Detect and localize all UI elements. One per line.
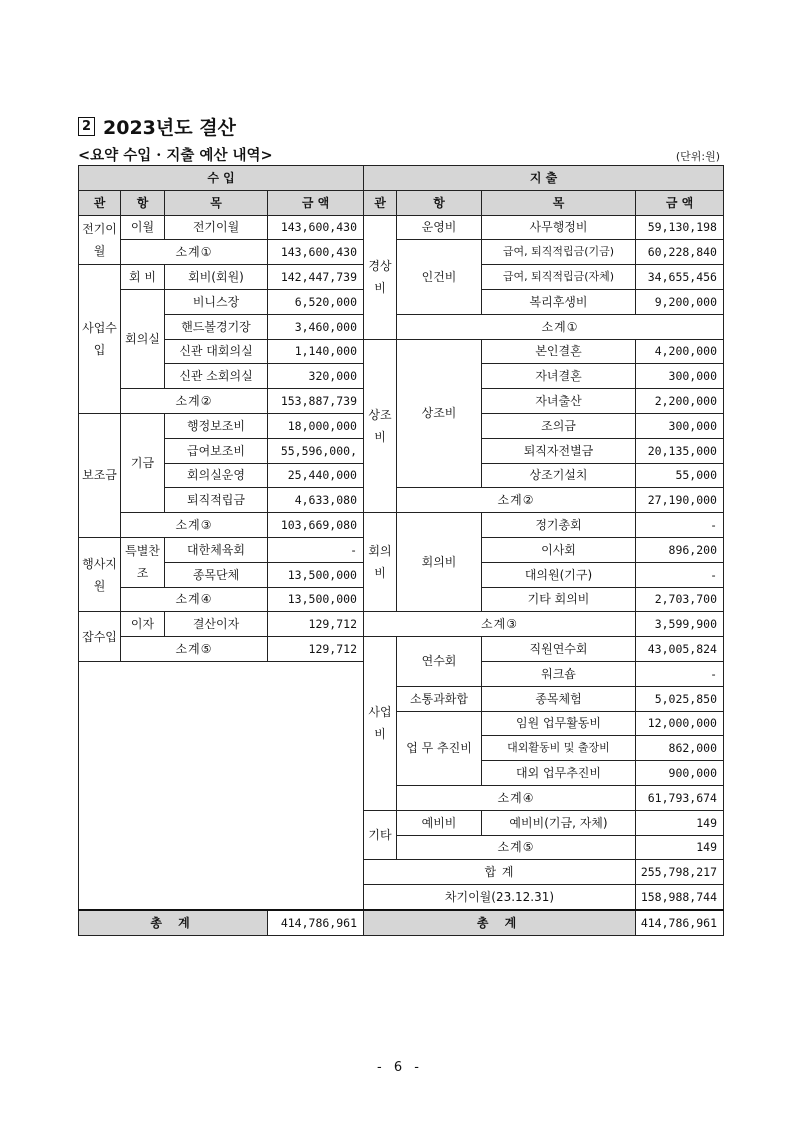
- income-mok: 급여보조비: [165, 438, 268, 463]
- section-number: 2: [78, 117, 95, 136]
- page-number: - 6 -: [377, 1060, 423, 1075]
- expense-mok: 종목체험: [482, 686, 636, 711]
- income-mok: 회의실운영: [165, 463, 268, 488]
- expense-gwan-meeting: 회의비: [364, 513, 397, 612]
- expense-mok: 본인결혼: [482, 339, 636, 364]
- expense-amount: -: [636, 661, 724, 686]
- income-amount: 4,633,080: [268, 488, 364, 513]
- expense-amount: 43,005,824: [636, 637, 724, 662]
- expense-subtotal-label: 소계③: [364, 612, 636, 637]
- section-heading: [78, 113, 236, 139]
- income-amount: 129,712: [268, 612, 364, 637]
- income-amount: 13,500,000: [268, 562, 364, 587]
- expense-mok: 퇴직자전별금: [482, 438, 636, 463]
- income-subtotal-label: 소계③: [121, 513, 268, 538]
- expense-amount: 34,655,456: [636, 265, 724, 290]
- expense-amount: 862,000: [636, 736, 724, 761]
- expense-mok: 자녀결혼: [482, 364, 636, 389]
- income-hang: 회의실: [121, 289, 165, 388]
- expense-gwan-ordinary: 경상비: [364, 215, 397, 339]
- income-mok: 대한체육회: [165, 537, 268, 562]
- income-amount: 3,460,000: [268, 314, 364, 339]
- expense-subtotal: 149: [636, 835, 724, 860]
- income-amount: 320,000: [268, 364, 364, 389]
- expense-subtotal: 3,599,900: [636, 612, 724, 637]
- expense-col-mok: 목: [482, 190, 636, 215]
- income-gwan-subsidy: 보조금: [79, 413, 121, 537]
- expense-amount: 20,135,000: [636, 438, 724, 463]
- expense-mok: 조의금: [482, 413, 636, 438]
- income-subtotal: 129,712: [268, 637, 364, 662]
- income-amount: 18,000,000: [268, 413, 364, 438]
- income-hang: 이월: [121, 215, 165, 240]
- expense-amount: 4,200,000: [636, 339, 724, 364]
- expense-amount: 2,703,700: [636, 587, 724, 612]
- expense-gwan-other: 기타: [364, 810, 397, 860]
- expense-amount: 5,025,850: [636, 686, 724, 711]
- expense-col-hang: 항: [397, 190, 482, 215]
- income-hang: 이자: [121, 612, 165, 637]
- expense-mok: 임원 업무활동비: [482, 711, 636, 736]
- expense-mok: 대외 업무추진비: [482, 761, 636, 786]
- expense-hang: 소통과화합: [397, 686, 482, 711]
- income-amount: 143,600,430: [268, 215, 364, 240]
- income-col-mok: 목: [165, 190, 268, 215]
- income-hang: 기금: [121, 413, 165, 512]
- income-subtotal-label: 소계⑤: [121, 637, 268, 662]
- income-subtotal: 13,500,000: [268, 587, 364, 612]
- expense-col-amount: 금 액: [636, 190, 724, 215]
- expense-mok: 직원연수회: [482, 637, 636, 662]
- income-mok: 결산이자: [165, 612, 268, 637]
- expense-mok: 급여, 퇴직적립금(기금): [482, 240, 636, 265]
- expense-carryover: 158,988,744: [636, 885, 724, 910]
- income-hang: 회 비: [121, 265, 165, 290]
- expense-amount: -: [636, 513, 724, 538]
- expense-subtotal-label: 소계④: [397, 785, 636, 810]
- expense-subtotal-label: 소계①: [397, 314, 724, 339]
- income-subtotal: 153,887,739: [268, 389, 364, 414]
- income-amount: 1,140,000: [268, 339, 364, 364]
- expense-amount: 300,000: [636, 364, 724, 389]
- income-subtotal-label: 소계②: [121, 389, 268, 414]
- income-col-hang: 항: [121, 190, 165, 215]
- income-mok: 종목단체: [165, 562, 268, 587]
- expense-mok: 상조기설치: [482, 463, 636, 488]
- expense-gwan-mutual: 상조비: [364, 339, 397, 513]
- expense-mok: 급여, 퇴직적립금(자체): [482, 265, 636, 290]
- expense-amount: 55,000: [636, 463, 724, 488]
- expense-subtotal: 61,793,674: [636, 785, 724, 810]
- expense-col-gwan: 관: [364, 190, 397, 215]
- expense-mok: 자녀출산: [482, 389, 636, 414]
- expense-mok: 대외활동비 및 출장비: [482, 736, 636, 761]
- income-gwan-carryover: 전기이월: [79, 215, 121, 265]
- expense-amount: 60,228,840: [636, 240, 724, 265]
- income-mok: 신관 대회의실: [165, 339, 268, 364]
- budget-table: [78, 165, 724, 936]
- expense-mok: 정기총회: [482, 513, 636, 538]
- expense-hang: 업 무 추진비: [397, 711, 482, 785]
- income-subtotal-label: 소계④: [121, 587, 268, 612]
- expense-total-label: 총 계: [364, 910, 636, 936]
- income-subtotal: 143,600,430: [268, 240, 364, 265]
- expense-subtotal: 27,190,000: [636, 488, 724, 513]
- expense-title: 지 출: [364, 166, 724, 191]
- expense-amount: 300,000: [636, 413, 724, 438]
- expense-carryover-label: 차기이월(23.12.31): [364, 885, 636, 910]
- expense-subtotal-label: 소계②: [397, 488, 636, 513]
- income-mok: 전기이월: [165, 215, 268, 240]
- expense-sum: 255,798,217: [636, 860, 724, 885]
- income-gwan-business: 사업수입: [79, 265, 121, 414]
- expense-mok: 예비비(기금, 자체): [482, 810, 636, 835]
- expense-amount: 2,200,000: [636, 389, 724, 414]
- income-subtotal-label: 소계①: [121, 240, 268, 265]
- expense-hang: 예비비: [397, 810, 482, 835]
- income-gwan-event: 행사지원: [79, 537, 121, 611]
- income-blank-area: [79, 661, 364, 909]
- expense-amount: 896,200: [636, 537, 724, 562]
- income-col-gwan: 관: [79, 190, 121, 215]
- expense-mok: 복리후생비: [482, 289, 636, 314]
- expense-sum-label: 합 계: [364, 860, 636, 885]
- income-hang: 특별찬조: [121, 537, 165, 587]
- income-amount: 142,447,739: [268, 265, 364, 290]
- income-mok: 행정보조비: [165, 413, 268, 438]
- expense-hang: 운영비: [397, 215, 482, 240]
- table-subtitle: <요약 수입 · 지출 예산 내역>: [78, 147, 273, 164]
- expense-subtotal-label: 소계⑤: [397, 835, 636, 860]
- income-title: 수 입: [79, 166, 364, 191]
- expense-hang: 회의비: [397, 513, 482, 612]
- expense-amount: -: [636, 562, 724, 587]
- income-amount: -: [268, 537, 364, 562]
- expense-amount: 9,200,000: [636, 289, 724, 314]
- income-col-amount: 금 액: [268, 190, 364, 215]
- expense-hang: 인건비: [397, 240, 482, 314]
- expense-hang: 연수회: [397, 637, 482, 687]
- expense-amount: 900,000: [636, 761, 724, 786]
- expense-gwan-business: 사업비: [364, 637, 397, 811]
- expense-hang: 상조비: [397, 339, 482, 488]
- income-mok: 비니스장: [165, 289, 268, 314]
- expense-amount: 12,000,000: [636, 711, 724, 736]
- expense-amount: 59,130,198: [636, 215, 724, 240]
- income-subtotal: 103,669,080: [268, 513, 364, 538]
- income-mok: 핸드볼경기장: [165, 314, 268, 339]
- unit-label: (단위:원): [675, 150, 720, 163]
- income-mok: 신관 소회의실: [165, 364, 268, 389]
- income-amount: 6,520,000: [268, 289, 364, 314]
- income-amount: 25,440,000: [268, 463, 364, 488]
- expense-mok: 이사회: [482, 537, 636, 562]
- income-total-label: 총 계: [79, 910, 268, 936]
- income-amount: 55,596,000,: [268, 438, 364, 463]
- expense-amount: 149: [636, 810, 724, 835]
- expense-mok: 대의원(기구): [482, 562, 636, 587]
- income-mok: 회비(회원): [165, 265, 268, 290]
- section-title: 2023년도 결산: [103, 116, 236, 139]
- expense-mok: 기타 회의비: [482, 587, 636, 612]
- income-total: 414,786,961: [268, 910, 364, 936]
- expense-mok: 사무행정비: [482, 215, 636, 240]
- income-mok: 퇴직적립금: [165, 488, 268, 513]
- expense-total: 414,786,961: [636, 910, 724, 936]
- expense-mok: 워크숍: [482, 661, 636, 686]
- income-gwan-misc: 잡수입: [79, 612, 121, 662]
